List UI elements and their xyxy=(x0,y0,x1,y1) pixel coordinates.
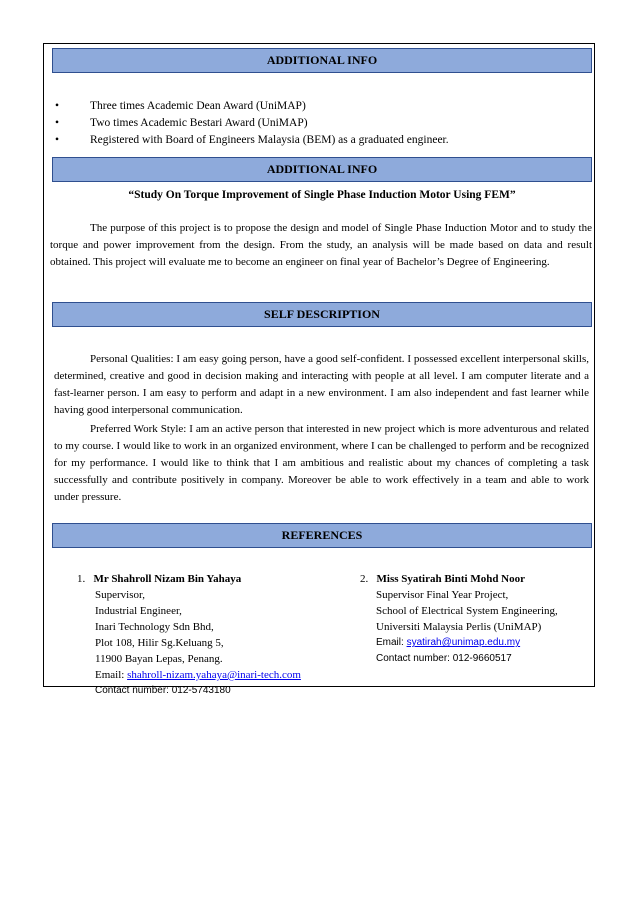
reference-2 xyxy=(360,571,590,667)
reference-name: 1. Mr Shahroll Nizam Bin Yahaya xyxy=(77,573,242,585)
reference-email: Email: shahroll-nizam.yahaya@inari-tech.com xyxy=(95,669,301,681)
reference-line: Plot 108, Hilir Sg.Keluang 5, xyxy=(95,637,224,649)
list-item: • Three times Academic Dean Award (UniMAP) xyxy=(55,98,449,115)
references-header: REFERENCES xyxy=(52,523,592,548)
project-description: The purpose of this project is to propose the design and model of Single Phase Induction Motor and to study the torque and power improvement from the design. From the study, an analysis will be made based on data and result obtained. This project will evaluate me to become an engineer on final year of Bachelor’s Degree of Engineering. xyxy=(50,222,592,268)
reference-contact: Contact number: 012-5743180 xyxy=(95,685,231,696)
reference-line: School of Electrical System Engineering, xyxy=(376,605,558,617)
reference-email: Email: syatirah@unimap.edu.my xyxy=(376,637,521,648)
bullet-icon: • xyxy=(55,134,60,146)
reference-line: Industrial Engineer, xyxy=(95,605,182,617)
list-item: • Registered with Board of Engineers Malaysia (BEM) as a graduated engineer. xyxy=(55,132,449,149)
reference-name: 2. Miss Syatirah Binti Mohd Noor xyxy=(360,573,526,585)
reference-line: Inari Technology Sdn Bhd, xyxy=(95,621,214,633)
self-description-header: SELF DESCRIPTION xyxy=(52,302,592,327)
awards-list xyxy=(55,98,449,149)
reference-line: Supervisor Final Year Project, xyxy=(376,589,509,601)
project-title: “Study On Torque Improvement of Single Phase Induction Motor Using FEM” xyxy=(128,189,516,201)
additional-info-header-2: ADDITIONAL INFO xyxy=(52,157,592,182)
reference-line: 11900 Bayan Lepas, Penang. xyxy=(95,653,223,665)
bullet-icon: • xyxy=(55,117,60,129)
additional-info-header: ADDITIONAL INFO xyxy=(52,48,592,73)
reference-line: Supervisor, xyxy=(95,589,145,601)
reference-1 xyxy=(77,571,347,699)
reference-contact: Contact number: 012-9660517 xyxy=(376,653,512,664)
personal-qualities: Personal Qualities: I am easy going person, have a good self-confident. I possessed excellent interpersonal skills, determined, creative and good in decision making and interacting with people at all level. I am computer literate and a fast-learner person. I am easy to perform and adapt in a new environment. I am also independent and fast learner while having good interpersonal communication. xyxy=(54,353,589,416)
reference-line: Universiti Malaysia Perlis (UniMAP) xyxy=(376,621,542,633)
list-item: • Two times Academic Bestari Award (UniMAP) xyxy=(55,115,449,132)
bullet-icon: • xyxy=(55,100,60,112)
email-link[interactable]: shahroll-nizam.yahaya@inari-tech.com xyxy=(127,669,301,681)
work-style: Preferred Work Style: I am an active person that interested in new project which is more adventurous and related to my course. I would like to work in an organized environment, where I can be challenged to perform and be recognized for my performance. I would like to think that I am ambitious and realistic about my chances of completing a task successfully and contribute positively in company. Moreover be able to work effectively in a team and able to work under pressure. xyxy=(54,423,589,503)
email-link[interactable]: syatirah@unimap.edu.my xyxy=(406,637,521,648)
